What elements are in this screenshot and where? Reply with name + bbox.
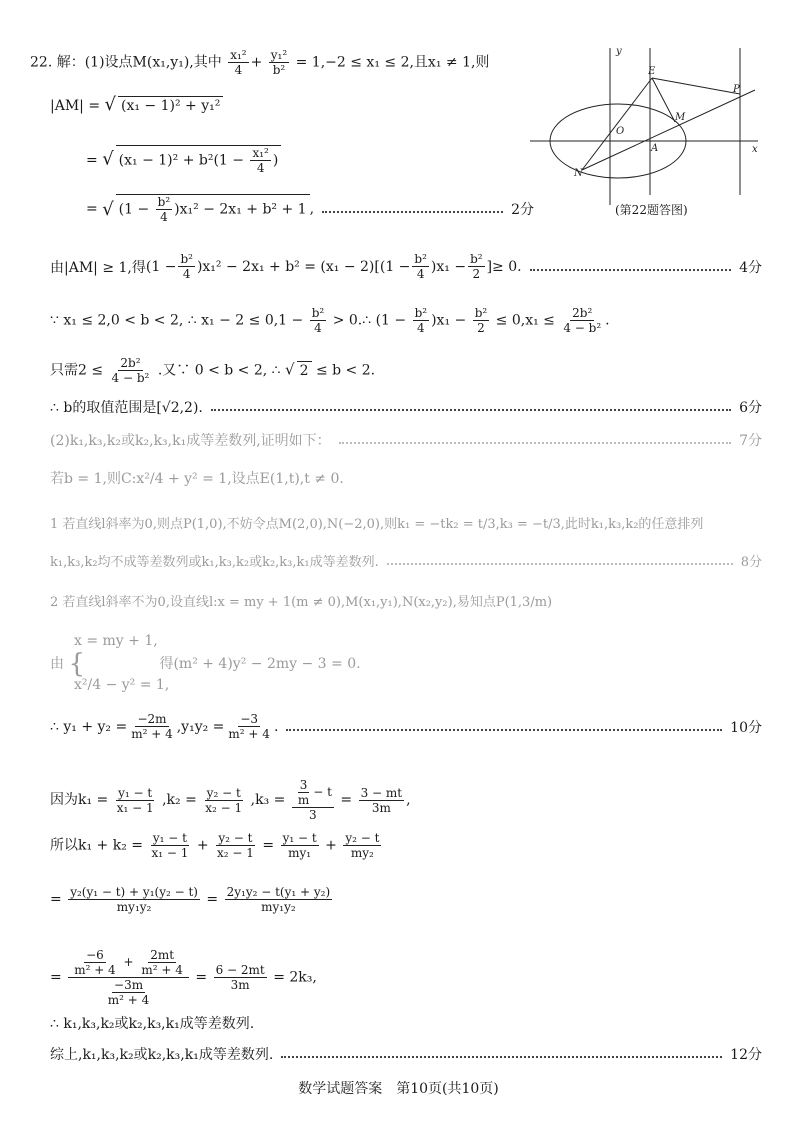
sum-k2-num: y₂ − t — [218, 831, 253, 845]
k-line-k2: ,k₂ = — [162, 792, 197, 808]
step-ge1-c: ≥ 0. — [492, 258, 522, 275]
am-term-2: (x₁ − 1)² + b² — [118, 152, 214, 169]
system-res: 得(m² + 4)y² − 2my − 3 = 0. — [159, 656, 361, 672]
am-term-3: x₁² − 2x₁ + b² + 1 — [179, 201, 307, 218]
header-text: 22. 解：(1)设点M(x₁,y₁),其中 — [30, 54, 222, 71]
need-line: 只需2 ≤ $\frac{\text{2b²}}{\text{4 − b²}}$ .又∵ 0 < b < 2, ∴ √ 2 ≤ b < 2. — [50, 356, 376, 385]
big-num-1: y₂(y₁ − t) + y₁(y₂ − t) — [70, 885, 198, 899]
figure-caption: (第22题答图) — [615, 203, 688, 217]
am-line-3: = √ (1 − $\frac{\text{b²}}{4}$ )x₁² − 2x₁ + b² + 1 , 2分 — [86, 195, 534, 224]
am-line-1: |AM| = √ (x₁ − 1)² + y₁² — [50, 96, 223, 115]
case1-a: 1 若直线l斜率为0,则点P(1,0),不妨令点M(2,0),N(−2,0),则k₁ = −tk₂ = t/3,k₃ = −t/3,此时k₁,k₃,k₂的任意排列 — [50, 517, 704, 532]
nest-den-num: −3m — [114, 978, 144, 992]
k3-res-num: 3 − mt — [360, 785, 403, 800]
conclude-2: 综上,k₁,k₃,k₂或k₂,k₃,k₁成等差数列. — [50, 1047, 274, 1063]
am-lhs: |AM| = — [50, 98, 101, 114]
label-p: P — [733, 84, 740, 95]
big-frac-line: = $\frac{\text{y₂(y₁ − t) + y₁(y₂ − t)}}{\text{my₁y₂}}$ = $\frac{\text{2y₁y₂ − t(y₁ + y₂)}}{\text{my₁y₂}}$ — [50, 885, 331, 914]
part2-intro-text: (2)k₁,k₃,k₂或k₂,k₃,k₁成等差数列,证明如下： — [50, 433, 331, 449]
line-em — [652, 78, 675, 122]
res-den: 3m — [230, 978, 250, 992]
case1-b-text: k₁,k₃,k₂均不成等差数列或k₁,k₃,k₂或k₂,k₃,k₁成等差数列. — [50, 555, 379, 570]
case1-b — [50, 551, 762, 570]
res-num: 6 − 2mt — [215, 963, 265, 977]
frac-x1-4: $\frac{\text{x₁²}}{4}$ — [230, 48, 247, 77]
nest-den-den: m² + 4 — [107, 993, 150, 1007]
system-2: x²/4 − y² = 1, — [74, 677, 170, 693]
score-2: 2分 — [511, 202, 534, 218]
sum-k1-den: x₁ − 1 — [151, 846, 189, 860]
since-b: > 0.∴ — [332, 312, 372, 329]
frac-m2m: −2m — [137, 712, 167, 726]
k3-res-den: 3m — [371, 800, 391, 815]
since-a: ∵ x₁ ≤ 2,0 < b < 2, ∴ x₁ − 2 ≤ 0,1 − — [50, 312, 304, 329]
score-10: 10分 — [730, 719, 762, 736]
dots-12 — [281, 1056, 722, 1058]
plus-1: + — [196, 837, 209, 854]
problem-header: 22. 解：(1)设点M(x₁,y₁),其中 $\frac{\text{x₁²}}{4}$ + $\frac{\text{y₁²}}{\text{b²}}$ = 1,−2 ≤ x₁ ≤ 2,且x₁ ≠ 1,则 — [30, 48, 490, 77]
k3-den: 3 — [309, 808, 317, 822]
frac-den-2: m² + 4 — [228, 727, 270, 741]
sum-my1: my₁ — [288, 846, 312, 860]
conclude-2-row — [50, 1044, 762, 1064]
score-12: 12分 — [730, 1047, 762, 1063]
eq-sign-3: = — [86, 201, 98, 217]
sum-line: 所以k₁ + k₂ = $\frac{\text{y₁ − t}}{\text{x₁ − 1}}$ + $\frac{\text{y₂ − t}}{\text{x₂ − 1}}$ = $\frac{\text{y₁ − t}}{\text{my₁}}$ + $\frac{\text{y₂ − t}}{\text{my₂}}$ — [50, 831, 380, 860]
header-mid: = 1,−2 ≤ x₁ ≤ 2,且x₁ ≠ 1,则 — [295, 54, 490, 71]
dots-10 — [286, 729, 722, 731]
step-am-ge1: 由|AM| ≥ 1,得 (1 − $\frac{\text{b²}}{4}$ ) x₁² − 2x₁ + b² = (x₁ − 2) [(1 − $\frac{\text{b²}}{4}$ )x₁ − $\frac{\text{b²}}{2}$ ] ≥ 0. 4分 — [50, 252, 762, 281]
eq-sign-2: = — [86, 152, 98, 169]
big-den-1: my₁y₂ — [116, 900, 152, 914]
plus-3: + — [123, 955, 134, 969]
am-term-1: (x₁ − 1)² + y₁² — [118, 96, 223, 115]
page-footer: 数学试题答案 第10页(共10页) — [298, 1081, 499, 1097]
line-np — [582, 90, 755, 170]
let-b1: 若b = 1,则C:x²/4 + y² = 1,设点E(1,t),t ≠ 0. — [50, 471, 344, 487]
sum-k2-den: x₂ − 1 — [217, 846, 254, 860]
k2-den: x₂ − 1 — [205, 800, 243, 815]
vieta-a: ∴ y₁ + y₂ = — [50, 718, 128, 735]
step-ge1-b: x₁² − 2x₁ + b² = (x₁ − 2) — [202, 258, 375, 275]
nest-a-num: −6 — [86, 948, 104, 962]
range-line — [50, 397, 762, 417]
problem-figure — [530, 40, 765, 220]
frac-m3: −3 — [240, 712, 259, 726]
dots-8 — [387, 563, 733, 565]
label-x: x — [752, 144, 758, 155]
label-a: A — [651, 143, 659, 154]
k2-num: y₂ − t — [206, 785, 241, 800]
score-7: 7分 — [739, 433, 762, 449]
frac-den-1: m² + 4 — [131, 727, 173, 741]
line-en — [582, 78, 652, 170]
label-n: N — [574, 168, 583, 179]
am-line-2: = √ (x₁ − 1)² + b²(1 − $\frac{\text{x₁²}}{4}$ ) — [86, 145, 281, 175]
system-pre: 由 — [50, 656, 64, 672]
dots-2 — [322, 211, 503, 213]
vieta-line: ∴ y₁ + y₂ = $\frac{-2m}{\text{m² + 4}}$ ,y₁y₂ = $\frac{-3}{\text{m² + 4}}$ . 10分 — [50, 712, 762, 741]
line-ep — [652, 78, 740, 94]
case2: 2 若直线l斜率不为0,设直线l:x = my + 1(m ≠ 0),M(x₁,y₁),N(x₂,y₂),易知点P(1,3/m) — [50, 595, 553, 610]
label-y: y — [616, 46, 622, 57]
score-6: 6分 — [739, 400, 762, 416]
k3-num-tail: − t — [313, 785, 332, 799]
frac-y1-b2: $\frac{\text{y₁²}}{\text{b²}}$ — [270, 48, 288, 77]
system-mid: 由 { 得(m² + 4)y² − 2my − 3 = 0. — [50, 649, 361, 679]
nested-line: = $\frac{-6}{\text{m² + 4}}$ + $\frac{2mt}{\text{m² + 4}}$ $\frac{-3m}{\text{m² + 4}}$ = $\frac{6 - 2mt}{3m}$ = 2k₃, — [50, 948, 317, 1007]
dots-7 — [339, 442, 731, 444]
res-tail: = 2k₃, — [273, 969, 317, 986]
vieta-b: ,y₁y₂ = — [176, 718, 225, 735]
step-ge1-a: 由|AM| ≥ 1,得 — [50, 259, 146, 276]
sum-k2b-num: y₂ − t — [345, 831, 380, 845]
need-b: .又∵ 0 < b < 2, ∴ — [157, 362, 281, 379]
k3-num-num: 3 — [299, 778, 308, 792]
part2-intro — [50, 430, 762, 450]
score-4: 4分 — [739, 259, 762, 276]
since-line: ∵ x₁ ≤ 2,0 < b < 2, ∴ x₁ − 2 ≤ 0,1 − $\frac{\text{b²}}{4}$ > 0.∴ (1 − $\frac{\text{b²}}{4}$ )x₁ − $\frac{\text{b²}}{2}$ ≤ 0,x₁ ≤ $\frac{\text{2b²}}{\text{4 − b²}}$ . — [50, 306, 610, 335]
dots-4 — [530, 269, 732, 271]
big-num-2: 2y₁y₂ − t(y₁ + y₂) — [226, 885, 331, 899]
need-a: 只需2 ≤ — [50, 362, 104, 379]
dots-6 — [211, 409, 731, 411]
label-m: M — [675, 112, 686, 123]
k3-num-den: m — [297, 793, 310, 807]
sum-my2: my₂ — [350, 846, 374, 860]
k-line: 因为k₁ = $\frac{\text{y₁ − t}}{\text{x₁ − 1}}$ ,k₂ = $\frac{\text{y₂ − t}}{\text{x₂ − 1}}$ ,k₃ = $\frac{3}{m}$ − t 3 = $\frac{3 - mt}{3m}$ , — [50, 778, 411, 822]
nest-b-den: m² + 4 — [141, 963, 183, 977]
big-den-2: my₁y₂ — [261, 900, 296, 914]
sum-a: 所以k₁ + k₂ = — [50, 837, 144, 854]
sum-k1b-num: y₁ − t — [282, 831, 317, 845]
nest-b-num: 2mt — [150, 948, 175, 962]
since-c: ≤ 0,x₁ ≤ — [495, 312, 555, 329]
score-8: 8分 — [740, 555, 762, 570]
nest-a-den: m² + 4 — [74, 963, 116, 977]
need-c: ≤ b < 2. — [315, 362, 376, 379]
conclude-1: ∴ k₁,k₃,k₂或k₂,k₃,k₁成等差数列. — [50, 1016, 255, 1032]
sum-k1-num: y₁ − t — [152, 831, 187, 845]
k1-num: y₁ − t — [118, 785, 153, 800]
label-o: O — [616, 126, 625, 137]
plus-2: + — [325, 837, 337, 854]
system-1: x = my + 1, — [74, 633, 158, 649]
label-e: E — [648, 66, 656, 77]
k-line-a: 因为k₁ = — [50, 792, 109, 808]
range-text: ∴ b的取值范围是[√2,2). — [50, 400, 203, 416]
k1-den: x₁ − 1 — [116, 800, 154, 815]
k-line-k3: ,k₃ = — [250, 792, 286, 808]
